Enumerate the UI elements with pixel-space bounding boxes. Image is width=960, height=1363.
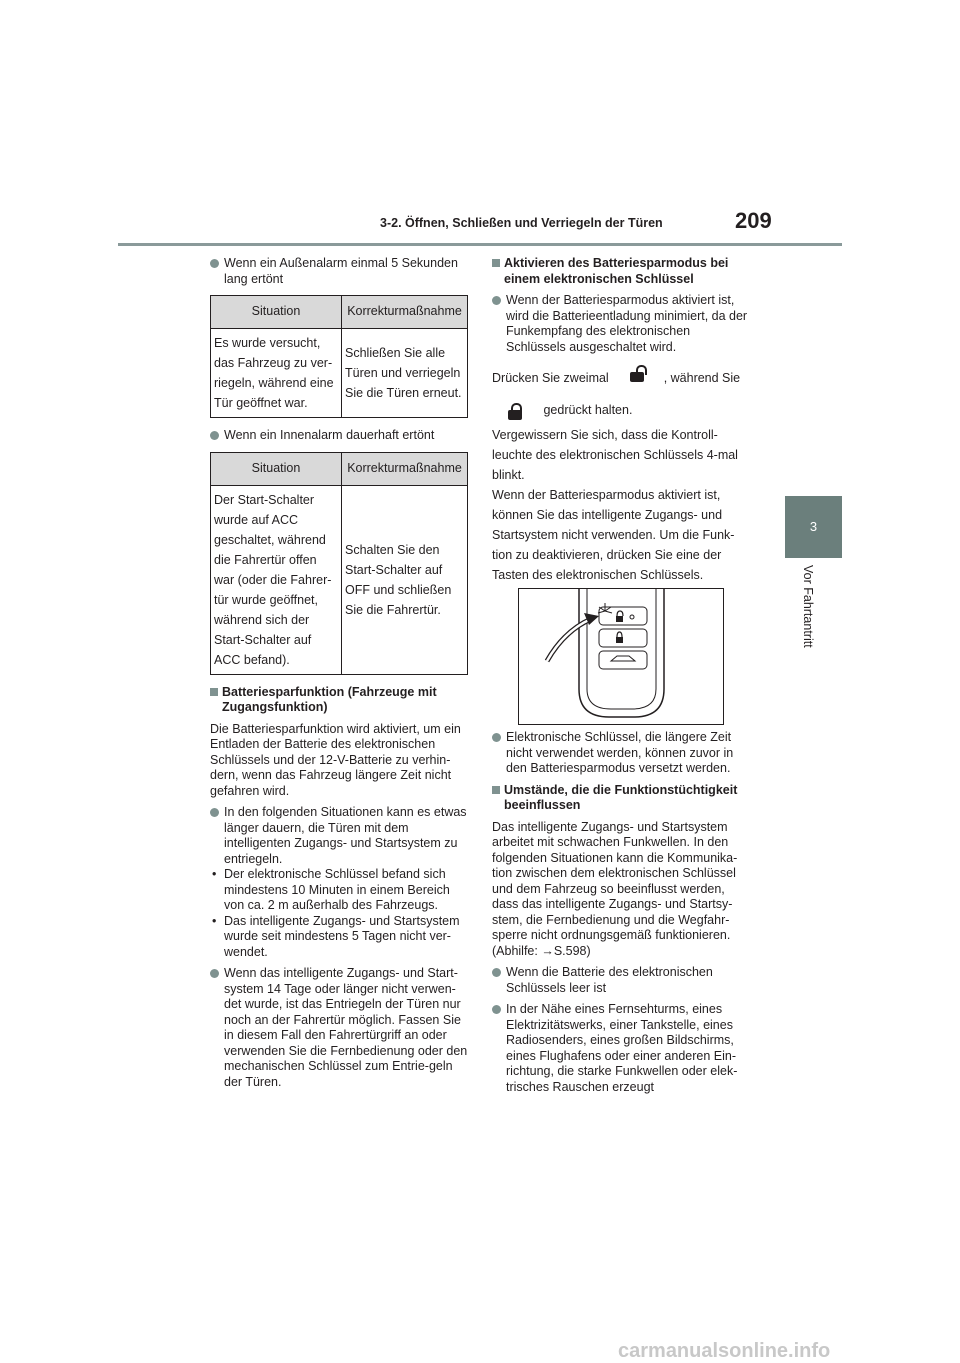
key-fob-illustration	[518, 588, 724, 725]
chapter-name: Vor Fahrtantritt	[801, 565, 815, 648]
table1-head-situation: Situation	[211, 296, 342, 329]
bullet-interference: In der Nähe eines Fernsehturms, eines Elektrizitätswerks, einer Tankstelle, eines Radiosenders, eines großen Bildschirms, eines Flughafens oder einer anderen Ein-richtung, die starke Funkwellen oder elek-trisches Rauschen erzeugt	[492, 1002, 748, 1095]
press-text-c: gedrückt halten.	[543, 403, 633, 417]
table2-measure: Schalten Sie den Start-Schalter auf OFF und schließen Sie die Fahrertür.	[342, 485, 468, 674]
chapter-number: 3	[809, 519, 818, 534]
footer-watermark: carmanualsonline.info	[618, 1340, 831, 1362]
table2-head-situation: Situation	[211, 452, 342, 485]
table1-head-measure: Korrekturmaßnahme	[342, 296, 468, 329]
chapter-tab	[785, 496, 842, 558]
table2-situation: Der Start-Schalter wurde auf ACC geschaltet, während die Fahrertür offen war (oder die Fahrer-tür wurde geöffnet, während sich der Start-Schalter auf ACC befand).	[211, 485, 342, 674]
bullet-inner-alarm: Wenn ein Innenalarm dauerhaft ertönt	[210, 428, 470, 444]
lock-button-icon	[508, 403, 522, 419]
para-battery-saving: Die Batteriesparfunktion wird aktiviert, um ein Entladen der Batterie des elektronischen Schlüssels und der 12-V-Batterie zu verhin-dern, wenn das Fahrzeug längere Zeit nicht gefahren wird.	[210, 721, 461, 798]
left-column	[210, 256, 470, 1096]
press-text-a: Drücken Sie zweimal	[492, 371, 609, 385]
heading-circumstances: Umstände, die die Funktionstüchtigkeit beeinflussen	[492, 783, 748, 814]
page-number: 209	[735, 208, 772, 233]
table2-head-measure: Korrekturmaßnahme	[342, 452, 468, 485]
bullet-long-unused: Elektronische Schlüssel, die längere Zeit nicht verwendet werden, können zuvor in den Batteriesparmodus versetzt werden.	[492, 730, 748, 777]
bullet-outer-alarm: Wenn ein Außenalarm einmal 5 Sekunden lang ertönt	[210, 256, 470, 287]
dash-item-1: • Der elektronische Schlüssel befand sich mindestens 10 Minuten in einem Bereich von ca. 2 m außerhalb des Fahrzeugs.	[210, 867, 470, 914]
key-fob-drawing	[519, 589, 723, 724]
bullet-14-days: Wenn das intelligente Zugangs- und Start-system 14 Tage oder länger nicht verwen-det wurde, ist das Entriegeln der Türen nur noch an der Fahrertür möglich. Fassen Sie in diesem Fall den Fahrertürgriff an oder verwenden Sie die Fernbedienung oder den mechanischen Schlüssel zum Entrie-geln der Türen.	[210, 966, 470, 1090]
bullet-delay: In den folgenden Situationen kann es etwas länger dauern, die Türen mit dem intelligenten Zugangs- und Startsystem zu entriegeln.	[210, 805, 470, 867]
para-saving-mode: Wenn der Batteriesparmodus aktiviert ist, können Sie das intelligente Zugangs- und Startsystem nicht verwenden. Um die Funk-tion zu deaktivieren, drücken Sie eine der Tasten des elektronischen Schlüssels.	[492, 488, 735, 582]
para-indicator: Vergewissern Sie sich, dass die Kontroll-leuchte des elektronischen Schlüssels 4-mal blinkt.	[492, 428, 738, 482]
section-title: 3-2. Öffnen, Schließen und Verriegeln der Türen	[380, 216, 663, 230]
right-column-lower	[492, 730, 748, 1101]
table1-measure: Schließen Sie alle Türen und verriegeln Sie die Türen erneut.	[342, 329, 468, 418]
right-column	[492, 256, 748, 585]
bullet-battery-empty: Wenn die Batterie des elektronischen Schlüssels leer ist	[492, 965, 748, 996]
alarm-table-1	[210, 295, 468, 418]
header-rule	[118, 243, 842, 246]
heading-activate-saving: Aktivieren des Batteriesparmodus bei einem elektronischen Schlüssel	[492, 256, 748, 287]
unlock-button-icon	[630, 365, 644, 381]
table1-situation: Es wurde versucht, das Fahrzeug zu ver-riegeln, während eine Tür geöffnet war.	[211, 329, 342, 418]
chapter-name-vertical	[770, 565, 860, 675]
para-radio-waves: Das intelligente Zugangs- und Startsystem arbeitet mit schwachen Funkwellen. In den folgenden Situationen kann die Kommunika-tion zwischen dem elektronischen Schlüssel und dem Fahrzeug so beeinflusst werden, dass das intelligente Zugangs- und Startsy-stem, die Fernbedienung und die Wegfahr-sperre nicht ordnungsgemäß funktionieren. (Abhilfe: →S.598)	[492, 819, 738, 958]
press-instruction	[492, 361, 748, 585]
heading-battery-saving: Batteriesparfunktion (Fahrzeuge mit Zugangsfunktion)	[210, 685, 470, 716]
dash-item-2: • Das intelligente Zugangs- und Startsystem wurde seit mindestens 5 Tagen nicht ver-wendet.	[210, 914, 470, 961]
bullet-saving-active: Wenn der Batteriesparmodus aktiviert ist, wird die Batterieentladung minimiert, da der Funkempfang des elektronischen Schlüssels ausgeschaltet wird.	[492, 293, 748, 355]
press-text-b: , während Sie	[663, 371, 741, 385]
alarm-table-2	[210, 452, 468, 675]
